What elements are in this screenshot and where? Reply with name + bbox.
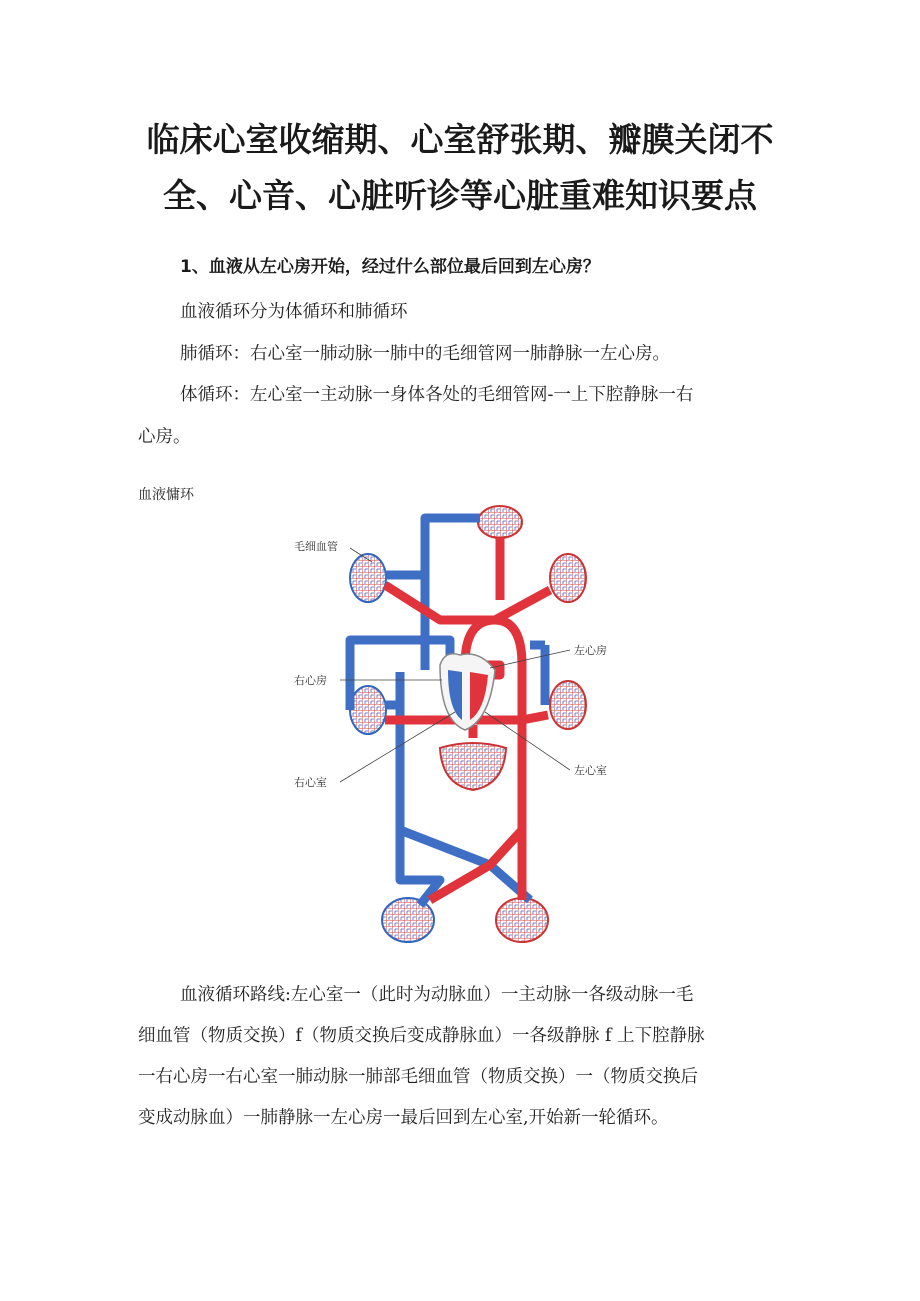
figure-caption: 血液慵环 — [138, 487, 194, 503]
question-heading: 1、血液从左心房开始，经过什么部位最后回到左心房？ — [180, 257, 600, 277]
capillary-bed-right-lower — [496, 898, 548, 942]
paragraph-systemic-circulation: 体循环：左心室一主动脉一身体各处的毛细管网-一上下腔静脉一右 — [180, 385, 694, 405]
label-left-atrium: 左心房 — [574, 644, 607, 657]
capillary-bed-head — [478, 506, 522, 538]
route-line-1: 血液循环路线:左心室一（此时为动脉血）一主动脉一各级动脉一毛 — [180, 985, 694, 1005]
capillary-bed-left-upper — [350, 554, 386, 602]
circulation-diagram — [290, 500, 630, 950]
capillary-bed-center — [440, 743, 506, 790]
label-right-atrium: 右心房 — [294, 674, 327, 687]
circulation-route-paragraph — [138, 975, 788, 1139]
route-line-2: 细血管（物质交换）f（物质交换后变成静脉血）一各级静脉 f 上下腔静脉 — [138, 1026, 705, 1046]
label-right-ventricle: 右心室 — [294, 776, 327, 789]
label-capillary: 毛细血管 — [294, 540, 338, 553]
capillary-bed-right-upper — [550, 554, 586, 602]
capillary-bed-left-mid — [350, 686, 386, 734]
paragraph-pulmonary-circulation: 肺循环：右心室一肺动脉一肺中的毛细管网一肺静脉一左心房。 — [180, 344, 670, 364]
label-left-ventricle: 左心室 — [574, 764, 607, 777]
route-line-4: 变成动脉血）一肺静脉一左心房一最后回到左心室,开始新一轮循环。 — [138, 1108, 669, 1128]
title-line-2: 全、心音、心脏听诊等心脏重难知识要点 — [163, 176, 757, 215]
capillary-bed-left-lower — [382, 898, 434, 942]
capillary-bed-right-mid — [550, 681, 586, 729]
paragraph-systemic-circulation-cont: 心房。 — [138, 427, 191, 447]
paragraph-circulation-types: 血液循环分为体循环和肺循环 — [180, 302, 408, 322]
page-title — [80, 112, 840, 224]
route-line-3: 一右心房一右心室一肺动脉一肺部毛细血管（物质交换）一（物质交换后 — [138, 1067, 698, 1087]
title-line-1: 临床心室收缩期、心室舒张期、瓣膜关闭不 — [146, 120, 774, 159]
